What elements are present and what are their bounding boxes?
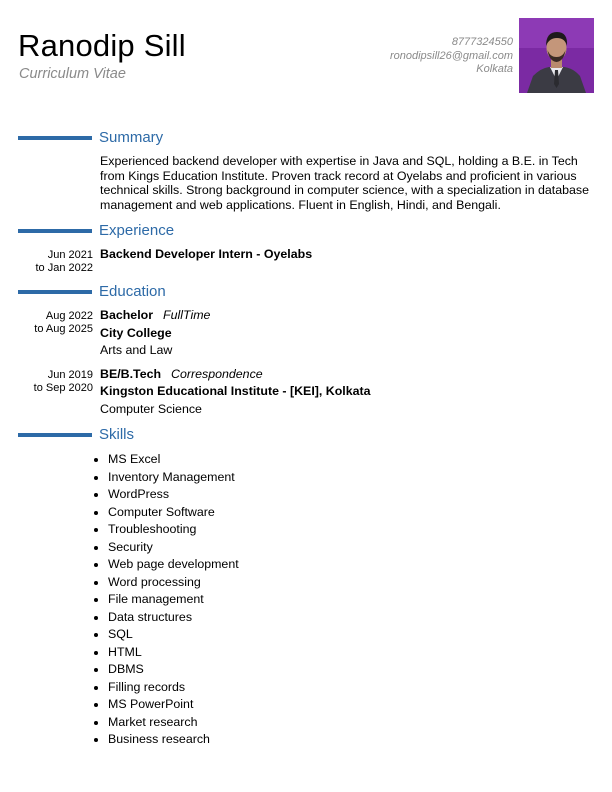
location: Kolkata — [476, 63, 513, 75]
profile-photo-image — [519, 18, 594, 93]
education-institution: Kingston Educational Institute - [KEI], Kolkata — [100, 384, 371, 398]
email-address: ronodipsill26@gmail.com — [389, 49, 513, 62]
education-section-bar — [18, 290, 92, 294]
skill-item: • Data structures — [108, 609, 239, 627]
education-institution: City College — [100, 326, 172, 340]
summary-section-bar — [18, 136, 92, 140]
education-section-title: Education — [99, 283, 166, 300]
skill-item: • Filling records — [108, 679, 239, 697]
skill-item: • Security — [108, 539, 239, 557]
profile-photo — [519, 18, 594, 93]
skill-item: • Inventory Management — [108, 469, 239, 487]
summary-section-title: Summary — [99, 129, 164, 146]
skill-item: • Business research — [108, 731, 239, 749]
skill-item: • Web page development — [108, 556, 239, 574]
skill-item: • File management — [108, 591, 239, 609]
contact-block — [390, 36, 513, 77]
experience-title: Backend Developer Intern - Oyelabs — [100, 247, 313, 261]
education-date — [34, 310, 93, 336]
skills-section-title: Skills — [99, 426, 135, 443]
summary-text: Experienced backend developer with expertise in Java and SQL, holding a B.E. in Tech from Kings Education Institute. Proven track record at Oyelabs and proficient in various technical skills. Strong background in computer science, with a specialization in database management and web applications. Fluent in English, Hindi, and Bengali. — [100, 154, 590, 212]
skill-item: • Troubleshooting — [108, 521, 239, 539]
education-date-end: to Sep 2020 — [33, 382, 93, 394]
skill-item: • MS PowerPoint — [108, 696, 239, 714]
experience-date-end: to Jan 2022 — [35, 262, 93, 274]
education-field: Arts and Law — [100, 343, 173, 357]
education-mode: FullTime — [163, 308, 211, 322]
experience-section-bar — [18, 229, 92, 233]
skill-item: • Word processing — [108, 574, 239, 592]
education-degree-line — [100, 367, 263, 381]
skill-item: • SQL — [108, 626, 239, 644]
skill-item: • DBMS — [108, 661, 239, 679]
phone-number: 8777324550 — [451, 36, 513, 48]
skill-item: • Computer Software — [108, 504, 239, 522]
education-field: Computer Science — [100, 402, 202, 416]
education-date-start: Aug 2022 — [45, 310, 93, 322]
education-date-start: Jun 2019 — [47, 369, 93, 381]
skills-list — [90, 451, 239, 749]
document-subtitle: Curriculum Vitae — [19, 66, 126, 82]
skills-section-bar — [18, 433, 92, 437]
experience-date — [36, 249, 94, 275]
experience-section-title: Experience — [99, 222, 175, 239]
skill-item: • WordPress — [108, 486, 239, 504]
education-degree: BE/B.Tech — [100, 367, 162, 381]
education-mode: Correspondence — [171, 367, 263, 381]
education-degree: Bachelor — [100, 308, 154, 322]
skill-item: • Market research — [108, 714, 239, 732]
experience-date-start: Jun 2021 — [47, 249, 93, 261]
candidate-name: Ranodip Sill — [18, 28, 186, 63]
education-date-end: to Aug 2025 — [34, 323, 93, 335]
education-degree-line — [100, 308, 210, 322]
skill-item: • HTML — [108, 644, 239, 662]
education-date — [34, 369, 93, 395]
skill-item: • MS Excel — [108, 451, 239, 469]
